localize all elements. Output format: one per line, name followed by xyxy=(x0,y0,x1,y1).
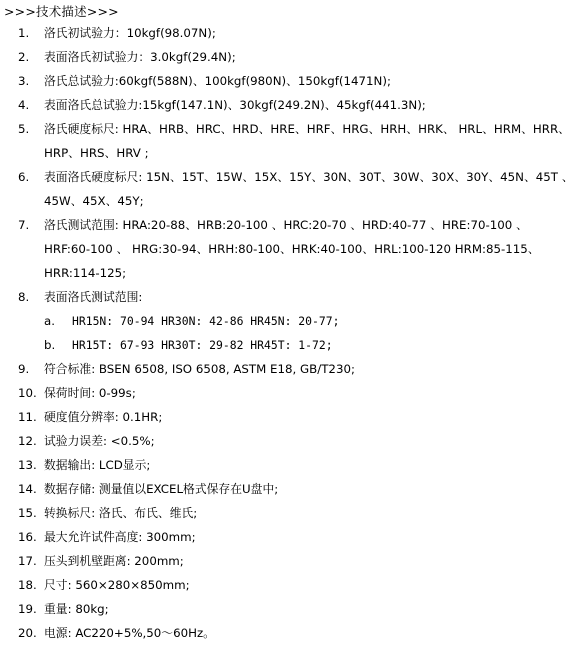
sub-item-text: HR15T: 67-93 HR30T: 29-82 HR45T: 1-72; xyxy=(72,338,333,352)
item-text: 数据存储: 测量值以EXCEL格式保存在U盘中; xyxy=(44,482,279,496)
section-heading: >>>技术描述>>> xyxy=(4,4,119,19)
item-number: 11. xyxy=(18,410,37,424)
item-text-continuation: HRF:60-100 、 HRG:30-94、HRH:80-100、HRK:40-100、HRL:100-120 HRM:85-115、 xyxy=(44,242,540,256)
item-text: 最大允许试件高度: 300mm; xyxy=(44,530,196,544)
spec-item-15 xyxy=(18,504,580,522)
item-number: 15. xyxy=(18,506,37,520)
spec-item-9 xyxy=(18,360,580,378)
item-number: 9. xyxy=(18,362,30,376)
spec-item-8 xyxy=(18,288,580,306)
spec-item-19 xyxy=(18,600,580,618)
spec-item-7 xyxy=(18,216,580,234)
spec-item-14 xyxy=(18,480,580,498)
item-number: 20. xyxy=(18,626,37,640)
spec-item-17 xyxy=(18,552,580,570)
item-text: 数据输出: LCD显示; xyxy=(44,458,151,472)
spec-item-18 xyxy=(18,576,580,594)
item-number: 14. xyxy=(18,482,37,496)
item-text: 洛氏总试验力:60kgf(588N)、100kgf(980N)、150kgf(1471N); xyxy=(44,74,391,88)
spec-item-2 xyxy=(18,48,580,66)
item-text: 尺寸: 560×280×850mm; xyxy=(44,578,190,592)
item-text: 压头到机壁距离: 200mm; xyxy=(44,554,184,568)
item-text: 保荷时间: 0-99s; xyxy=(44,386,136,400)
item-text: 表面洛氏硬度标尺: 15N、15T、15W、15X、15Y、30N、30T、30W、30X、30Y、45N、45T 、 xyxy=(44,170,574,184)
item-number: 5. xyxy=(18,122,30,136)
item-number: 4. xyxy=(18,98,30,112)
spec-item-4 xyxy=(18,96,580,114)
item-text: 试验力误差: <0.5%; xyxy=(44,434,155,448)
spec-item-13 xyxy=(18,456,580,474)
item-number: 8. xyxy=(18,290,30,304)
spec-item-16 xyxy=(18,528,580,546)
item-number: 17. xyxy=(18,554,37,568)
item-number: 3. xyxy=(18,74,30,88)
spec-item-20 xyxy=(18,624,580,642)
item-text: 表面洛氏测试范围: xyxy=(44,290,143,304)
spec-item-11 xyxy=(18,408,580,426)
spec-item-5 xyxy=(18,120,580,138)
sub-item-label: b. xyxy=(44,338,56,352)
spec-item-3 xyxy=(18,72,580,90)
item-number: 6. xyxy=(18,170,30,184)
sub-item-a xyxy=(44,312,580,330)
item-text: 表面洛氏初试验力：3.0kgf(29.4N); xyxy=(44,50,236,64)
item-text-continuation: 45W、45X、45Y; xyxy=(44,194,144,208)
item-text: 符合标准: BSEN 6508, ISO 6508, ASTM E18, GB/T230; xyxy=(44,362,355,376)
item-text: 转换标尺: 洛氏、布氏、维氏; xyxy=(44,506,198,520)
item-text: 洛氏测试范围: HRA:20-88、HRB:20-100 、HRC:20-70 、HRD:40-77 、HRE:70-100 、 xyxy=(44,218,528,232)
item-text: 洛氏初试验力：10kgf(98.07N); xyxy=(44,26,216,40)
item-number: 7. xyxy=(18,218,30,232)
item-text: 表面洛氏总试验力:15kgf(147.1N)、30kgf(249.2N)、45kgf(441.3N); xyxy=(44,98,426,112)
spec-item-10 xyxy=(18,384,580,402)
item-number: 1. xyxy=(18,26,30,40)
item-text-continuation: HRP、HRS、HRV ; xyxy=(44,146,149,160)
sub-item-label: a. xyxy=(44,314,55,328)
spec-item-12 xyxy=(18,432,580,450)
item-number: 16. xyxy=(18,530,37,544)
item-number: 18. xyxy=(18,578,37,592)
spec-item-1 xyxy=(18,24,580,42)
item-text: 重量: 80kg; xyxy=(44,602,109,616)
item-text: 洛氏硬度标尺: HRA、HRB、HRC、HRD、HRE、HRF、HRG、HRH、HRK、 HRL、HRM、HRR、 xyxy=(44,122,570,136)
item-number: 10. xyxy=(18,386,37,400)
item-text-continuation: HRR:114-125; xyxy=(44,266,127,280)
spec-item-6 xyxy=(18,168,580,186)
item-number: 19. xyxy=(18,602,37,616)
item-text: 电源: AC220+5%,50～60Hz。 xyxy=(44,626,215,640)
item-number: 12. xyxy=(18,434,37,448)
sub-item-b xyxy=(44,336,580,354)
sub-item-text: HR15N: 70-94 HR30N: 42-86 HR45N: 20-77; xyxy=(72,314,340,328)
item-text: 硬度值分辨率: 0.1HR; xyxy=(44,410,163,424)
item-number: 2. xyxy=(18,50,30,64)
item-number: 13. xyxy=(18,458,37,472)
